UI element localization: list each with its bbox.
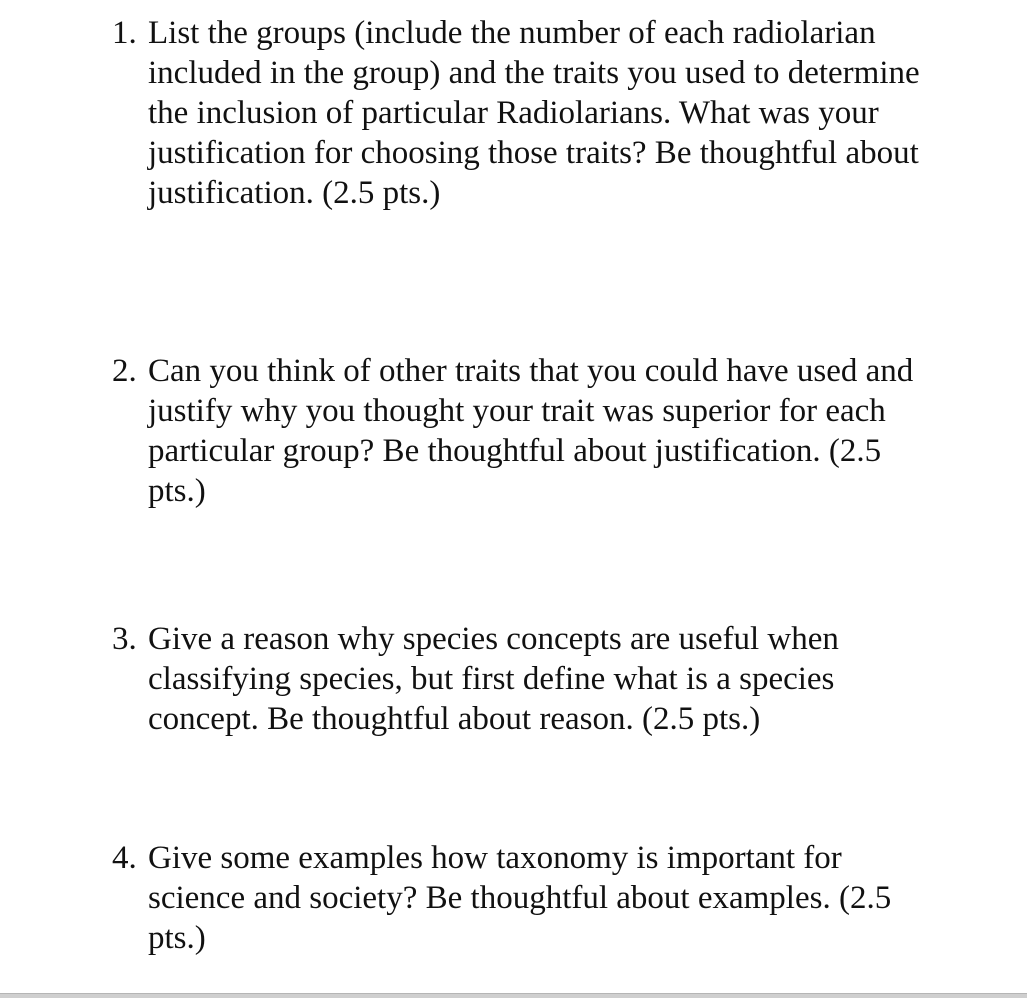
question-text-line: Give a reason why species concepts are useful when: [148, 621, 839, 657]
question-text-line: concept. Be thoughtful about reason. (2.5 pts.): [148, 701, 761, 737]
page-bottom-divider: [0, 993, 1027, 998]
question-1: [112, 13, 920, 213]
question-text-line: particular group? Be thoughtful about justification. (2.5: [148, 433, 882, 469]
question-number: 2.: [112, 353, 137, 389]
question-2: [112, 351, 913, 511]
question-number: 4.: [112, 840, 137, 876]
question-text-line: included in the group) and the traits you used to determine: [148, 55, 920, 91]
question-text-line: pts.): [148, 473, 206, 509]
question-4: [112, 838, 891, 958]
question-text-line: Give some examples how taxonomy is important for: [148, 840, 842, 876]
cropped-text-fragment: [240, 0, 660, 1]
question-text-line: Can you think of other traits that you could have used and: [148, 353, 914, 389]
question-text-line: justify why you thought your trait was superior for each: [148, 393, 886, 429]
question-text-line: justification for choosing those traits? Be thoughtful about: [148, 135, 919, 171]
question-number: 3.: [112, 621, 137, 657]
question-3: [112, 619, 839, 739]
question-text-line: classifying species, but first define what is a species: [148, 661, 835, 697]
question-number: 1.: [112, 15, 137, 51]
question-text-line: justification. (2.5 pts.): [148, 175, 441, 211]
question-text-line: List the groups (include the number of each radiolarian: [148, 15, 876, 51]
question-text-line: science and society? Be thoughtful about examples. (2.5: [148, 880, 892, 916]
question-text-line: pts.): [148, 920, 206, 956]
question-text-line: the inclusion of particular Radiolarians. What was your: [148, 95, 879, 131]
